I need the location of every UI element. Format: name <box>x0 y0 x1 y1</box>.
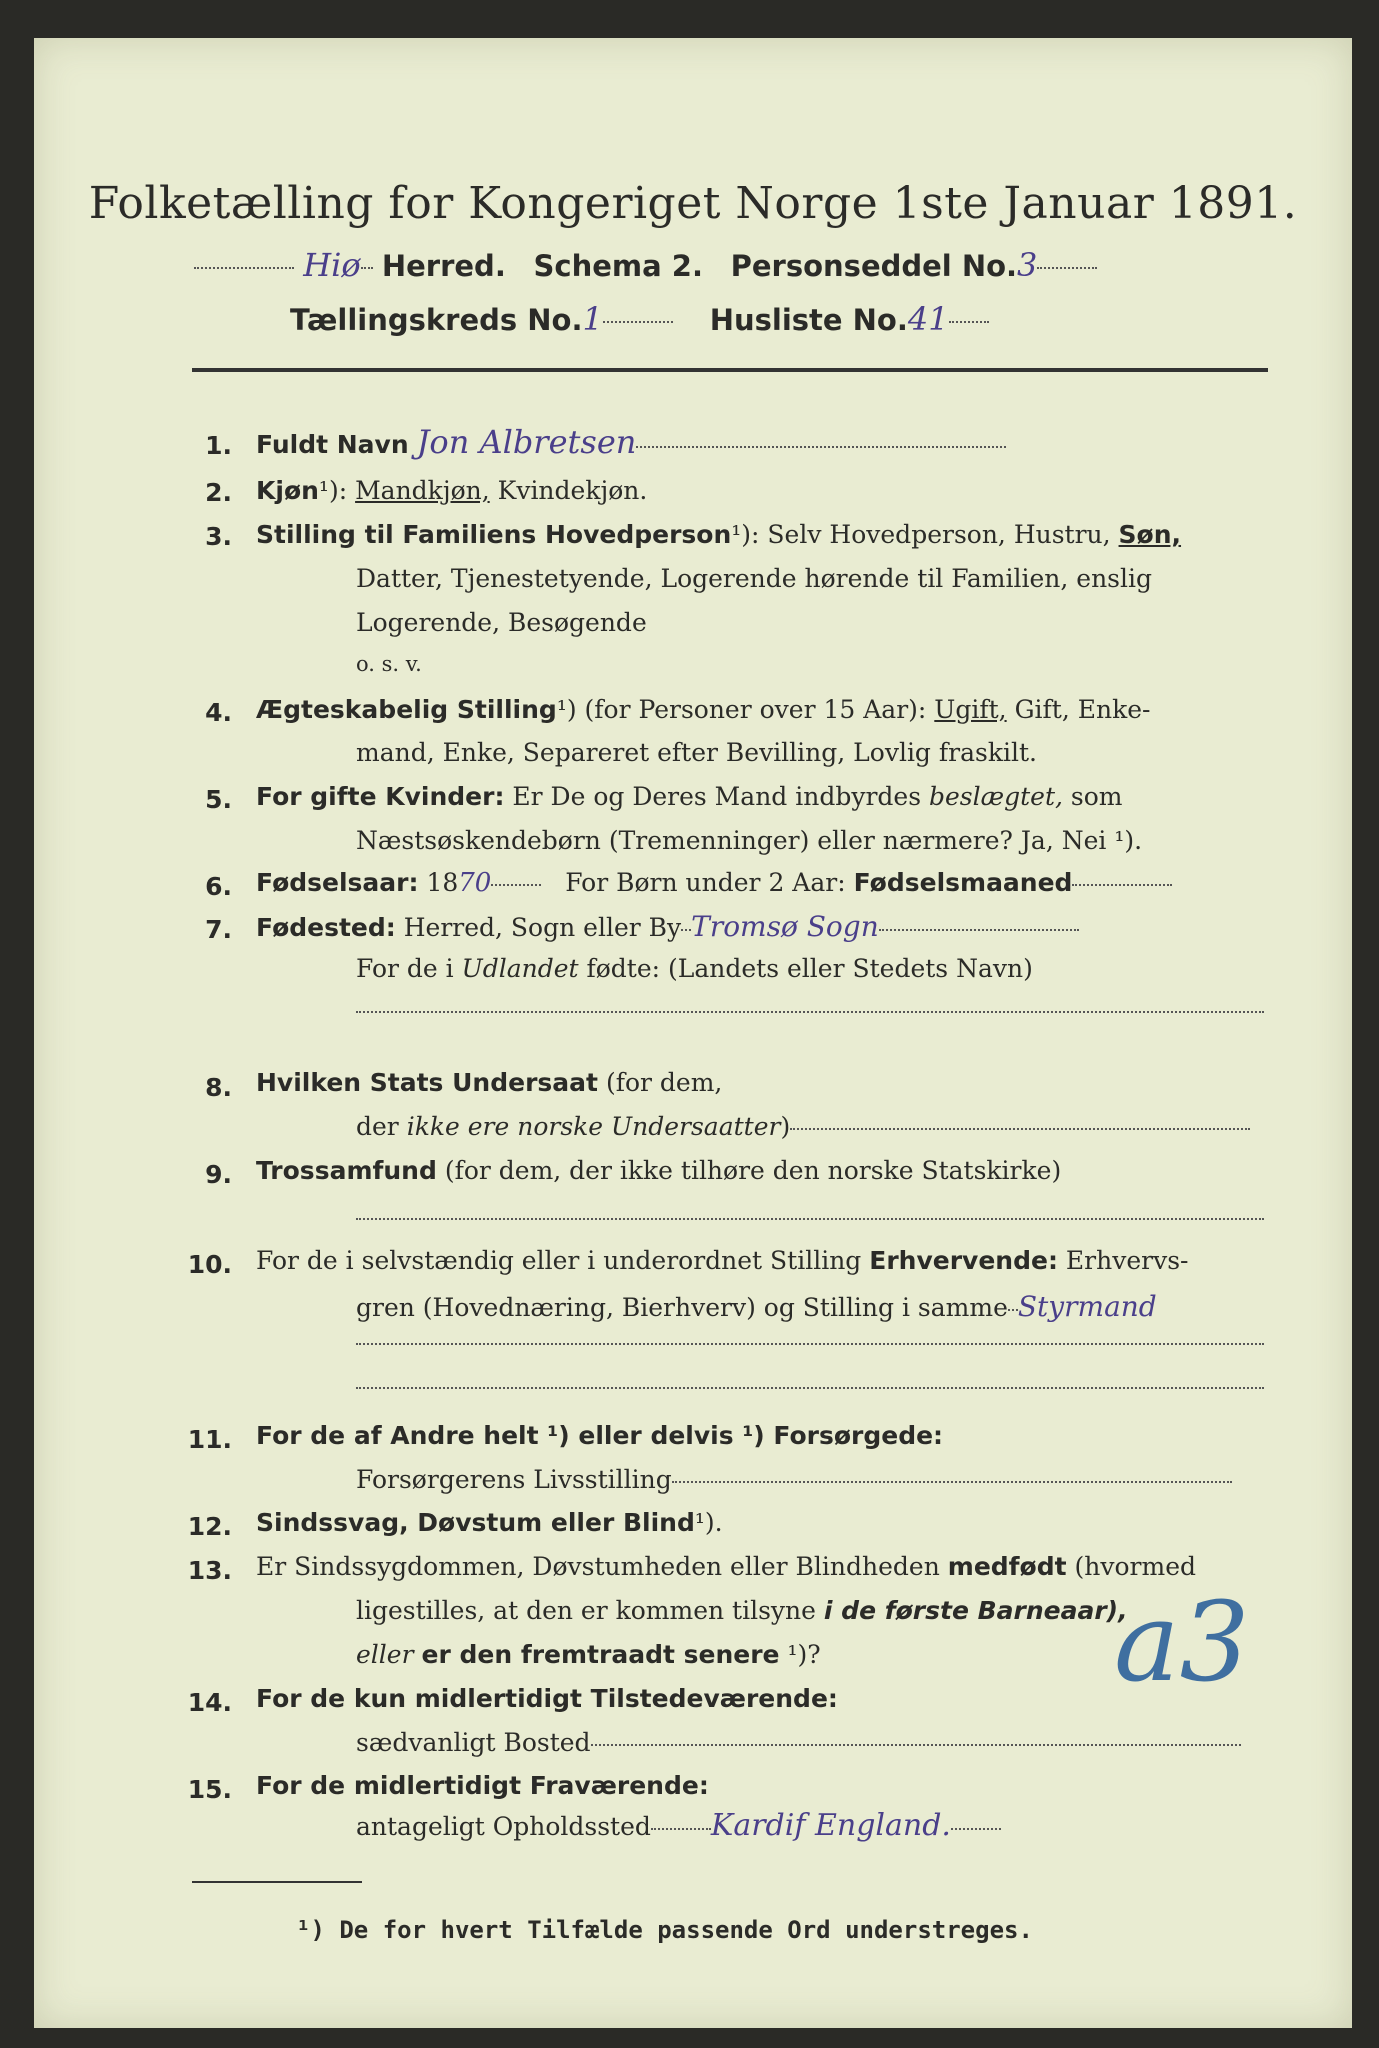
q13-text-1a: Er Sindssygdommen, Døvstumheden eller Blindheden <box>256 1552 940 1581</box>
q4-row-2: mand, Enke, Separeret efter Bevilling, Lovlig fraskilt. <box>356 738 1037 767</box>
q4-text-1b: Gift, Enke- <box>1014 695 1151 724</box>
q13-text-3b: er den fremtraadt senere <box>421 1640 780 1669</box>
q10-label: Erhvervende: <box>869 1246 1058 1275</box>
q10-number: 10. <box>187 1250 232 1279</box>
q2-option-female: Kvindekjøn. <box>497 476 648 505</box>
form-title: Folketælling for Kongeriget Norge 1ste Januar 1891. <box>88 178 1298 229</box>
q2-sup: ¹): <box>318 476 348 505</box>
header-divider <box>192 368 1268 372</box>
q5-text-1: Er De og Deres Mand indbyrdes <box>512 782 922 811</box>
footnote: ¹) De for hvert Tilfælde passende Ord understreges. <box>296 1916 1033 1944</box>
q10-text-1a: For de i selvstændig eller i underordnet Stilling <box>256 1246 862 1275</box>
q7-blank-line <box>356 1011 1264 1013</box>
q14-text-2: sædvanligt Bosted <box>356 1728 591 1757</box>
q13-text-3c: ¹)? <box>787 1640 821 1669</box>
husliste-no: 41 <box>907 300 949 338</box>
q11-text-2: Forsørgerens Livsstilling <box>356 1465 672 1494</box>
q11-row-2 <box>356 1465 1232 1494</box>
q5-number: 5. <box>205 785 232 814</box>
herred-name: Hiø <box>303 246 361 284</box>
census-form <box>34 38 1352 2028</box>
q7-number: 7. <box>205 915 232 944</box>
q13-label: medfødt <box>947 1552 1067 1581</box>
q10-text-1b: Erhvervs- <box>1065 1246 1189 1275</box>
q4-text-1: ¹) (for Personer over 15 Aar): <box>556 695 927 724</box>
q9-label: Trossamfund <box>256 1156 437 1185</box>
q2-option-male: Mandkjøn, <box>355 476 490 505</box>
q7-italic: Udlandet <box>461 954 579 983</box>
q8-text-2a: der <box>356 1112 399 1141</box>
q3-row-4: o. s. v. <box>356 652 422 676</box>
q8-italic: ikke ere norske Undersaatter <box>406 1112 781 1141</box>
q12-number: 12. <box>187 1512 232 1541</box>
q1-value: Jon Albretsen <box>416 423 637 461</box>
q8-number: 8. <box>205 1073 232 1102</box>
q15-row-2 <box>356 1808 1001 1843</box>
q15-text-2: antageligt Opholdssted <box>356 1812 651 1841</box>
q9-row <box>256 1156 1061 1185</box>
kreds-no: 1 <box>582 300 603 338</box>
q13-text-2a: ligestilles, at den er kommen tilsyne <box>356 1596 816 1625</box>
q4-number: 4. <box>205 698 232 727</box>
q5-italic: beslægtet, <box>929 782 1063 811</box>
q6-label-2: Fødselsmaaned <box>853 868 1073 897</box>
q5-row-2: Næstsøskendebørn (Tremenninger) eller nærmere? Ja, Nei ¹). <box>356 826 1143 855</box>
q12-label: Sindssvag, Døvstum eller Blind <box>256 1508 695 1537</box>
q12-row <box>256 1508 723 1537</box>
q7-text-1: Herred, Sogn eller By <box>403 913 682 942</box>
q8-label: Hvilken Stats Undersaat <box>256 1068 598 1097</box>
q13-text-3a: eller <box>356 1640 414 1669</box>
q14-number: 14. <box>187 1688 232 1717</box>
q12-sup: ¹). <box>694 1508 723 1537</box>
q10-value: Styrmand <box>1017 1290 1157 1323</box>
personseddel-no: 3 <box>1017 246 1038 284</box>
q6-value-hand: 70 <box>458 868 492 898</box>
q10-row-1 <box>256 1246 1188 1275</box>
q7-label: Fødested: <box>256 913 396 942</box>
q11-number: 11. <box>187 1425 232 1454</box>
q9-text: (for dem, der ikke tilhøre den norske Statskirke) <box>444 1156 1062 1185</box>
q10-row-2 <box>356 1290 1157 1323</box>
q5-text-1b: som <box>1070 782 1123 811</box>
q8-text-1: (for dem, <box>605 1068 723 1097</box>
footnote-rule <box>192 1881 362 1883</box>
personseddel-label: Personseddel No. <box>730 249 1018 283</box>
q2-row <box>256 476 647 505</box>
q10-blank-line-1 <box>356 1343 1264 1345</box>
q3-row-2: Datter, Tjenestetyende, Logerende hørende til Familien, enslig <box>356 564 1153 593</box>
q13-row-1 <box>256 1552 1196 1581</box>
q13-number: 13. <box>187 1556 232 1585</box>
q8-row-1 <box>256 1068 722 1097</box>
q6-number: 6. <box>205 872 232 901</box>
q1-number: 1. <box>205 431 232 460</box>
q4-label: Ægteskabelig Stilling <box>256 695 557 724</box>
q3-text-1: ¹): Selv Hovedperson, Hustru, <box>731 520 1111 549</box>
q8-row-2: der ikke ere norske Undersaatter) <box>356 1112 1250 1141</box>
q6-value-print: 18 <box>426 868 459 897</box>
q3-number: 3. <box>205 522 232 551</box>
q2-label: Kjøn <box>256 476 319 505</box>
q6-row <box>256 868 1172 898</box>
q6-label: Fødselsaar: <box>256 868 419 897</box>
q13-italic: i de første Barneaar), <box>823 1596 1128 1625</box>
herred-label: Herred. <box>381 249 506 283</box>
q10-blank-line-2 <box>356 1387 1264 1389</box>
q5-label: For gifte Kvinder: <box>256 782 505 811</box>
q6-text: For Børn under 2 Aar: <box>565 868 846 897</box>
q9-blank-line <box>356 1218 1264 1220</box>
q7-row-2 <box>356 954 1033 983</box>
q14-label: For de kun midlertidigt Tilstedeværende: <box>256 1684 838 1713</box>
schema-label: Schema 2. <box>533 249 703 283</box>
q14-row-2 <box>356 1728 1241 1757</box>
q3-option-son: Søn, <box>1118 520 1182 549</box>
q7-text-2b: fødte: (Landets eller Stedets Navn) <box>586 954 1033 983</box>
header-row-2 <box>290 300 989 338</box>
q15-value: Kardif England. <box>710 1808 951 1843</box>
q4-option-unmarried: Ugift, <box>934 695 1007 724</box>
q1-label: Fuldt Navn <box>256 430 409 459</box>
q15-number: 15. <box>187 1775 232 1804</box>
q15-label: For de midlertidigt Fraværende: <box>256 1771 709 1800</box>
q7-row-1 <box>256 910 1079 943</box>
q7-value: Tromsø Sogn <box>691 910 879 943</box>
margin-annotation: a3 <box>1114 1578 1250 1706</box>
q4-row-1 <box>256 695 1150 724</box>
q11-label: For de af Andre helt ¹) eller delvis ¹) Forsørgede: <box>256 1421 944 1450</box>
q5-row-1 <box>256 782 1123 811</box>
q3-label: Stilling til Familiens Hovedperson <box>256 520 732 549</box>
q3-row-1 <box>256 520 1181 549</box>
q13-text-1b: (hvormed <box>1074 1552 1197 1581</box>
q7-text-2a: For de i <box>356 954 454 983</box>
q2-number: 2. <box>205 478 232 507</box>
q9-number: 9. <box>205 1160 232 1189</box>
q3-row-3: Logerende, Besøgende <box>356 608 647 637</box>
q13-row-3 <box>356 1640 821 1669</box>
kreds-label: Tællingskreds No. <box>290 303 583 337</box>
q1-row <box>256 423 1006 461</box>
header-row-1 <box>194 246 1097 284</box>
husliste-label: Husliste No. <box>709 303 908 337</box>
q10-text-2: gren (Hovednæring, Bierhverv) og Stilling i samme <box>356 1293 1008 1322</box>
q13-row-2 <box>356 1596 1128 1625</box>
